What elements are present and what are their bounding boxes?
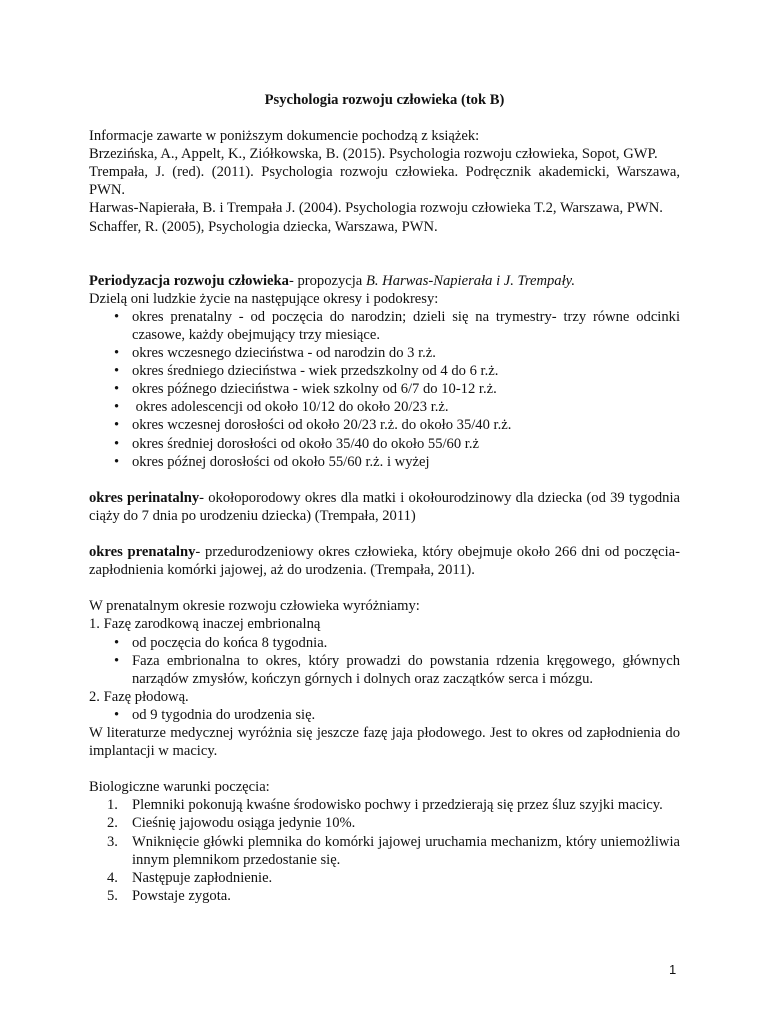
prenatal-stages-intro: W prenatalnym okresie rozwoju człowieka wyróżniamy: <box>89 598 420 615</box>
medical-note: W literaturze medycznej wyróżnia się jeszcze fazę jaja płodowego. Jest to okres od zapłodnienia do implantacji w macicy. <box>89 725 680 760</box>
source-item: Brzezińska, A., Appelt, K., Ziółkowska, B. (2015). Psychologia rozwoju człowieka, Sopot, GWP. <box>89 146 658 163</box>
sources-intro: Informacje zawarte w poniższym dokumencie pochodzą z książek: <box>89 128 480 145</box>
list-item: • okres wczesnego dzieciństwa - od narodzin do 3 r.ż. <box>132 344 680 362</box>
item-number: 2. <box>107 815 118 832</box>
prenatal-text: - przedurodzeniowy okres człowieka, który obejmuje około 266 dni od poczęcia- zapłodnienia komórki jajowej, aż do urodzenia. (Trempała, 2011). <box>89 544 681 579</box>
periodization-heading-line <box>89 272 680 290</box>
perinatal-definition <box>89 489 680 525</box>
item-text: Cieśnię jajowodu osiąga jedynie 10%. <box>132 815 356 832</box>
item-number: 1. <box>107 797 118 814</box>
periodization-authors: B. Harwas-Napierała i J. Trempały. <box>365 272 575 289</box>
item-text: Powstaje zygota. <box>132 887 231 904</box>
list-item: • okres późnego dzieciństwa - wiek szkolny od 6/7 do 10-12 r.ż. <box>132 380 680 398</box>
list-item <box>107 814 680 832</box>
item-number: 4. <box>107 869 118 886</box>
list-item <box>107 869 680 887</box>
stage-1-heading: 1. Fazę zarodkową inaczej embrionalną <box>89 616 321 633</box>
source-item: Trempała, J. (red). (2011). Psychologia rozwoju człowieka. Podręcznik akademicki, Warszawa, PWN. <box>89 164 680 199</box>
item-text: Plemniki pokonują kwaśne środowisko pochwy i przedzierają się przez śluz szyjki macicy. <box>132 797 663 814</box>
item-number: 5. <box>107 887 118 904</box>
prenatal-term: okres prenatalny <box>89 544 196 561</box>
list-item: • okres średniej dorosłości od około 35/40 do około 55/60 r.ż <box>132 435 680 453</box>
list-item <box>107 887 680 905</box>
stage-2-list <box>89 706 680 724</box>
list-item: • okres prenatalny - od poczęcia do narodzin; dzieli się na trymestry- trzy równe odcinki czasowe, każdy obejmujący trzy miesiące. <box>132 308 680 344</box>
list-item: • od 9 tygodnia do urodzenia się. <box>132 706 680 724</box>
list-item: • okres średniego dzieciństwa - wiek przedszkolny od 4 do 6 r.ż. <box>132 362 680 380</box>
stage-1-list <box>89 634 680 688</box>
list-item: • od poczęcia do końca 8 tygodnia. <box>132 634 680 652</box>
perinatal-term: okres perinatalny <box>89 489 200 506</box>
periodization-intro: Dzielą oni ludzkie życie na następujące okresy i podokresy: <box>89 290 439 307</box>
source-item: Harwas-Napierała, B. i Trempała J. (2004). Psychologia rozwoju człowieka T.2, Warszawa, PWN. <box>89 200 663 217</box>
document-body <box>89 91 680 905</box>
page-number: 1 <box>669 962 677 977</box>
list-item: • okres adolescencji od około 10/12 do około 20/23 r.ż. <box>132 398 680 416</box>
perinatal-text: - okołoporodowy okres dla matki i okołourodzinowy dla dziecka (od 39 tygodnia ciąży do 7 dnia po urodzeniu dziecka) (Trempała, 2011) <box>89 489 680 524</box>
conditions-intro: Biologiczne warunki poczęcia: <box>89 779 270 796</box>
list-item: • okres późnej dorosłości od około 55/60 r.ż. i wyżej <box>132 453 680 471</box>
list-item <box>107 833 680 869</box>
item-text: Wniknięcie główki plemnika do komórki jajowej uruchamia mechanizm, który uniemożliwia innym plemnikom przedostanie się. <box>132 833 680 868</box>
prenatal-definition <box>89 543 680 579</box>
list-item: • Faza embrionalna to okres, który prowadzi do powstania rdzenia kręgowego, głównych narządów zmysłów, kończyn górnych i dolnych oraz zaczątków serca i mózgu. <box>132 652 680 688</box>
item-text: Następuje zapłodnienie. <box>132 869 273 886</box>
periodization-list <box>89 308 680 471</box>
list-item: • okres wczesnej dorosłości od około 20/23 r.ż. do około 35/40 r.ż. <box>132 416 680 434</box>
conditions-list <box>89 796 680 905</box>
stage-2-heading: 2. Fazę płodową. <box>89 688 189 705</box>
periodization-heading: Periodyzacja rozwoju człowieka <box>89 272 289 289</box>
list-item <box>107 796 680 814</box>
document-title: Psychologia rozwoju człowieka (tok B) <box>264 92 505 108</box>
source-item: Schaffer, R. (2005), Psychologia dziecka, Warszawa, PWN. <box>89 218 438 235</box>
periodization-dash: - propozycja <box>288 272 366 289</box>
item-number: 3. <box>107 833 118 850</box>
